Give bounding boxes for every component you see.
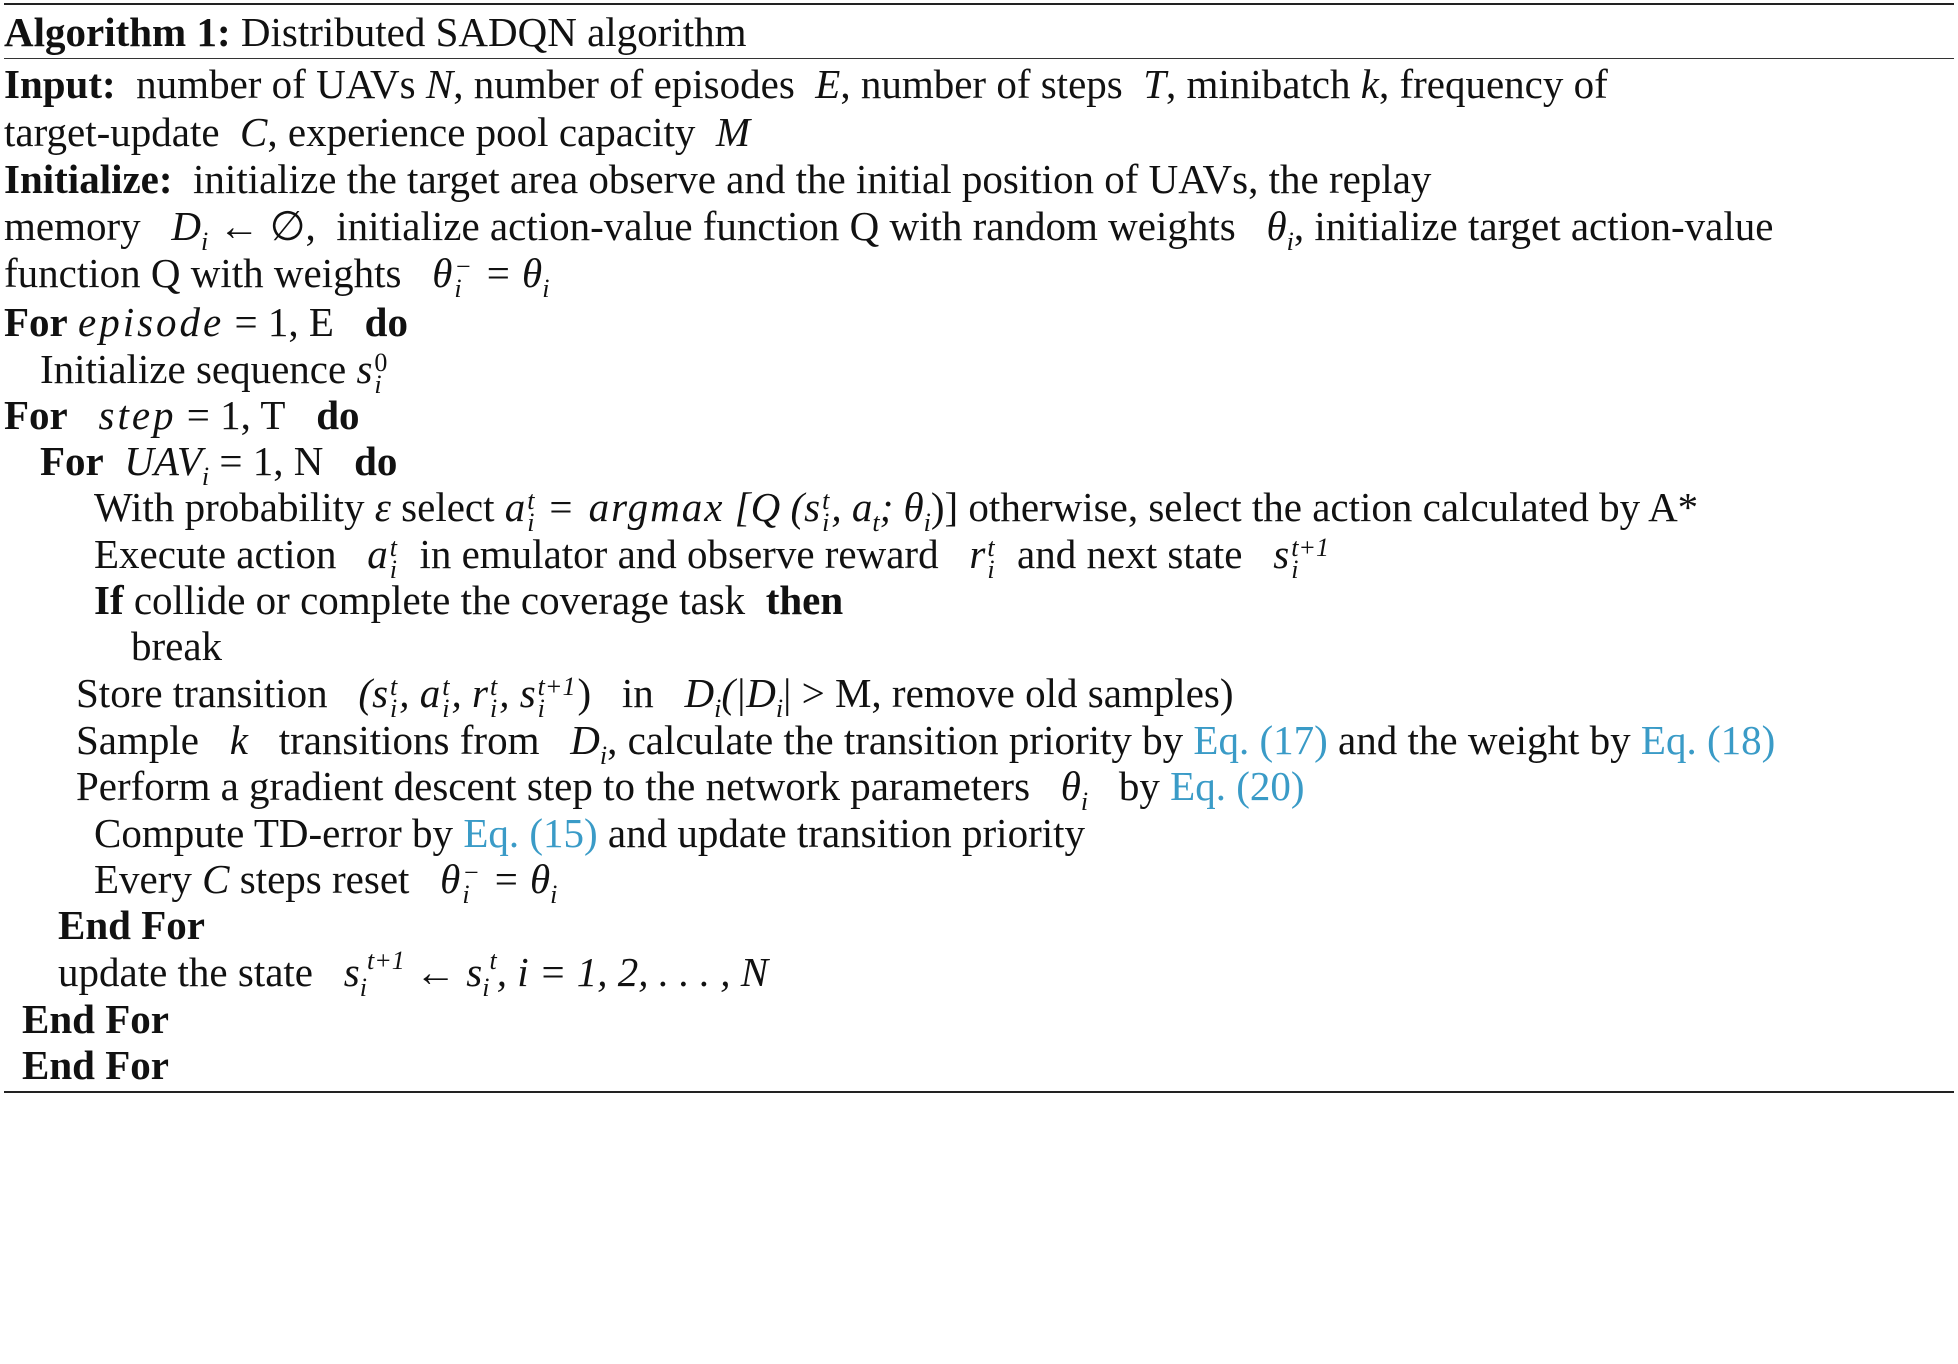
var-t: T [1143,61,1167,107]
sample-text: Sample [76,717,199,763]
update-state-index: , i = 1, 2, . . . , N [496,949,769,995]
every-c-text: steps reset [239,856,410,902]
keyword-do: do [316,392,360,438]
tuple-a: , a [399,670,441,716]
superscript-t: t [389,532,397,562]
subscript-i: i [1291,554,1299,584]
var-theta: θ [432,250,453,296]
probability-text: otherwise, select the action calculated by A* [968,484,1699,530]
superscript-t: t [987,532,995,562]
var-s: s [356,346,373,392]
subscript-i: i [599,741,608,770]
var-s: s [1273,531,1290,577]
subscript-i: i [527,507,535,537]
theta-equality: = θ [484,250,543,296]
argmax-expression: = argmax [546,484,725,530]
subscript-i: i [374,369,382,399]
tuple-open: (s [358,670,389,716]
superscript-t: t [822,485,830,515]
subscript-i: i [489,693,498,723]
keyword-if: If [94,577,124,623]
superscript-t-plus-1: t+1 [537,671,576,701]
execute-text: in emulator and observe reward [419,531,939,577]
store-condition: (|D [721,670,776,716]
input-line-2 [4,108,750,156]
var-m: M [715,109,751,155]
keyword-end-for: End For [22,996,169,1042]
arrow-empty-set: ← ∅, [218,203,316,249]
subscript-i: i [482,973,490,1002]
end-for-uav-line [58,901,205,949]
q-function-arg: ; θ [879,484,924,530]
execute-text: and next state [1017,531,1243,577]
subscript-i: i [714,694,722,723]
var-theta: θ [1060,763,1081,809]
break-line [131,622,222,670]
q-function-arg: , a [831,484,873,530]
var-a: a [504,484,526,530]
tuple-r: , r [451,670,488,716]
subscript-i: i [359,973,367,1002]
var-episode: episode [78,299,225,345]
probability-text: With probability [94,484,365,530]
caption-label: Algorithm 1: [4,9,231,55]
probability-text: select [401,484,495,530]
if-line [94,576,843,624]
input-text: target-update [4,109,220,155]
superscript-t-plus-1: t+1 [1291,532,1329,562]
q-function-open: [Q (s [734,484,821,530]
keyword-end-for: End For [58,902,205,948]
var-theta: θ [440,856,461,902]
r-script [987,532,995,584]
subscript-i: i [390,693,398,723]
a-script [527,485,535,537]
theta-equality: = θ [492,856,551,902]
for-step-line [4,391,360,439]
var-c: C [240,109,268,155]
superscript-zero: 0 [374,347,388,377]
superscript-minus: − [454,251,472,281]
subscript-i: i [201,227,209,256]
eq-17-link[interactable]: Eq. (17) [1193,717,1328,763]
q-function-close: )] [930,484,959,530]
initialize-text: initialize action-value function Q with random weights [336,203,1236,249]
var-r: r [969,531,986,577]
var-step: step [98,392,177,438]
r-script [489,671,498,723]
input-text: , experience pool capacity [267,109,696,155]
execute-text: Execute action [94,531,337,577]
var-a: a [367,531,388,577]
keyword-for: For [40,438,104,484]
initialize-line-1 [4,155,1431,203]
s-script [374,347,388,399]
store-condition: | > M, remove old samples) [783,670,1234,716]
var-d: D [684,670,715,716]
init-sequence-line [40,345,389,399]
subscript-i: i [987,554,995,584]
if-condition: collide or complete the coverage task [133,577,746,623]
keyword-for: For [4,299,68,345]
subscript-i: i [462,879,470,909]
input-text: , minibatch [1166,61,1351,107]
gradient-text: by [1118,763,1160,809]
sample-text: transitions from [278,717,540,763]
theta-minus-script [454,251,472,303]
subscript-i: i [537,693,545,723]
sample-text: , calculate the transition priority by [607,717,1184,763]
td-error-text: Compute TD-error by [94,810,454,856]
initialize-text: memory [4,203,141,249]
superscript-t: t [489,671,498,701]
var-d: D [570,717,600,763]
subscript-i: i [822,507,830,537]
s-script [537,671,576,723]
subscript-i: i [550,880,558,909]
s-script [390,671,398,723]
input-text: , number of steps [840,61,1123,107]
every-c-text: Every [94,856,192,902]
input-text: , frequency of [1378,61,1608,107]
var-e: E [815,61,841,107]
theta-minus-script [462,857,480,909]
td-error-line [94,809,1085,857]
initialize-text: initialize the target area observe and the initial position of UAVs, the replay [193,156,1432,202]
a-script [389,532,397,584]
gradient-line [76,762,1305,816]
tuple-close: ) [577,670,592,716]
eq-20-link[interactable]: Eq. (20) [1170,763,1305,809]
keyword-end-for: End For [22,1042,169,1088]
execute-action-line [94,530,1331,584]
end-for-step-line [22,995,169,1043]
with-probability-line [94,483,1698,537]
a-script [442,671,450,723]
keyword-do: do [364,299,408,345]
var-k: k [229,717,248,763]
superscript-t: t [390,671,398,701]
initialize-text: function Q with weights [4,250,402,296]
end-for-episode-line [22,1041,169,1089]
subscript-t: t [872,508,880,537]
initialize-line-2 [4,202,1773,256]
var-uav: UAV [124,438,202,484]
keyword-do: do [354,438,398,484]
subscript-i: i [1080,787,1089,816]
initialize-line-3 [4,249,549,303]
initialize-label: Initialize: [4,156,173,202]
var-c: C [202,856,230,902]
subscript-i: i [542,274,550,303]
subscript-i: i [923,508,931,537]
input-label: Input: [4,61,116,107]
step-range: = 1, T [186,392,286,438]
caption-rule [4,58,1954,59]
store-transition-line [76,669,1234,723]
uav-range: = 1, N [219,438,324,484]
var-d: D [171,203,201,249]
store-text: Store transition [76,670,328,716]
algorithm-caption [4,6,747,58]
s-script [822,485,830,537]
var-theta: θ [1266,203,1287,249]
break-statement: break [131,623,223,669]
subscript-i: i [454,273,462,303]
gradient-text: Perform a gradient descent step to the network parameters [76,763,1031,809]
store-text: in [621,670,654,716]
var-n: N [425,61,454,107]
initialize-text: , initialize target action-value [1293,203,1774,249]
episode-range: = 1, E [234,299,334,345]
update-state-line [58,948,768,1002]
var-epsilon: ε [374,484,391,530]
input-line-1 [4,60,1608,108]
subscript-i: i [389,554,397,584]
eq-15-link[interactable]: Eq. (15) [463,810,598,856]
init-sequence-text: Initialize sequence [40,346,347,392]
caption-title: Distributed SADQN algorithm [240,9,747,55]
td-error-text: and update transition priority [607,810,1086,856]
keyword-then: then [765,577,844,623]
superscript-t-plus-1: t+1 [366,946,405,975]
bottom-rule [4,1091,1954,1093]
superscript-minus: − [462,857,480,887]
superscript-t: t [527,485,535,515]
input-text: , number of episodes [453,61,795,107]
for-episode-line [4,298,408,346]
sample-text: and the weight by [1338,717,1631,763]
assignment-arrow: ← [415,949,456,995]
tuple-s: , s [499,670,536,716]
input-text: number of UAVs [136,61,416,107]
var-k: k [1360,61,1379,107]
top-rule [4,3,1954,5]
subscript-i: i [1286,227,1294,256]
superscript-t: t [489,946,497,975]
superscript-t: t [442,671,450,701]
s-script [1291,532,1329,584]
subscript-i: i [201,462,210,491]
subscript-i: i [442,693,450,723]
eq-18-link[interactable]: Eq. (18) [1640,717,1776,763]
var-s: s [466,949,483,995]
var-s: s [343,949,360,995]
subscript-i: i [775,694,784,723]
keyword-for: For [4,392,68,438]
update-state-text: update the state [58,949,314,995]
